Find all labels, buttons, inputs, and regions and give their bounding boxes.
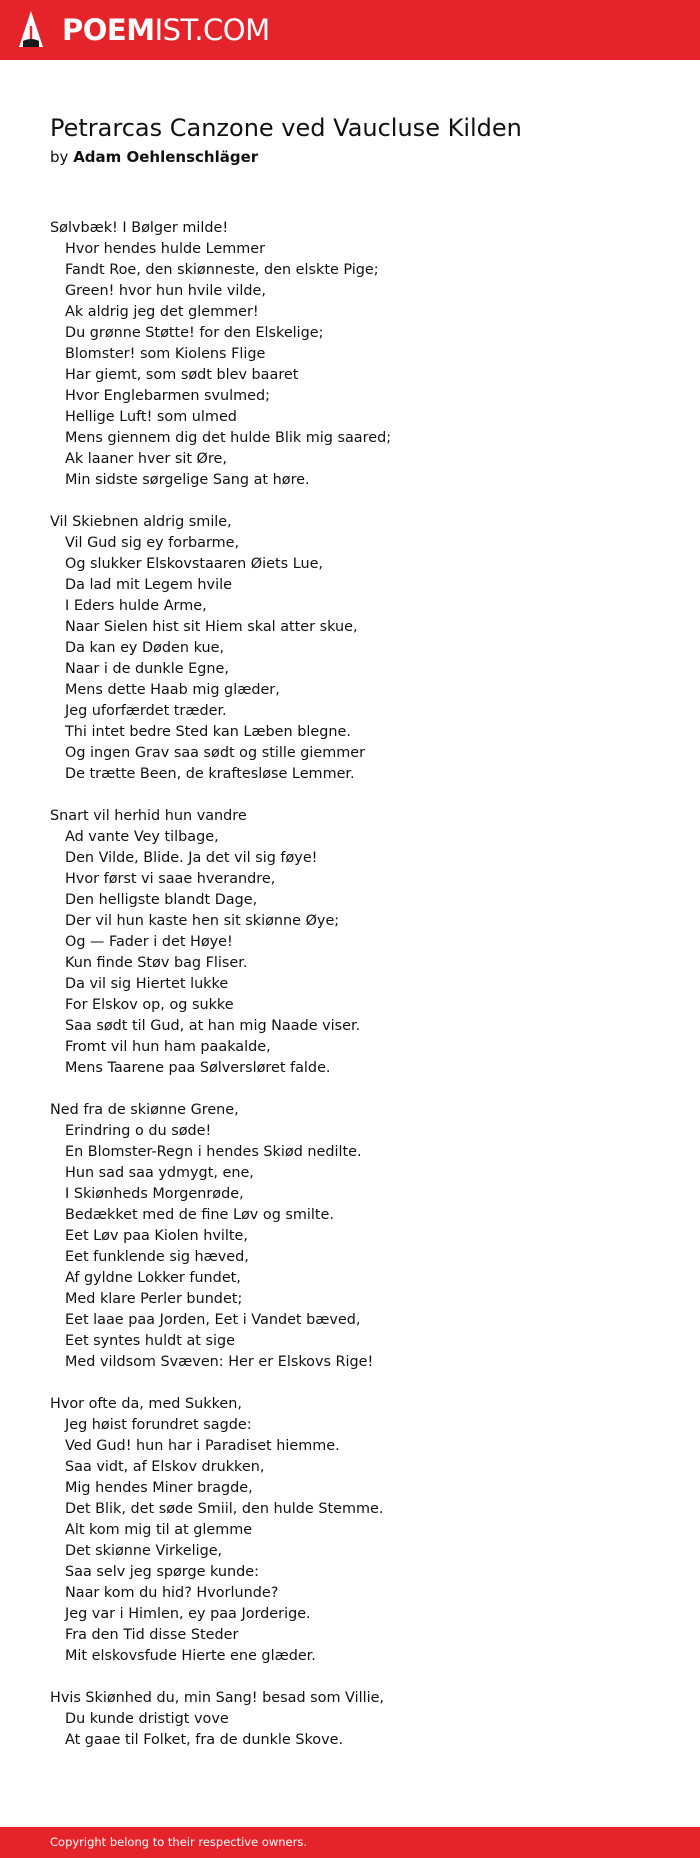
poem-line: Eet Løv paa Kiolen hvilte, [65, 1228, 248, 1244]
poem-line: Eet funklende sig hæved, [65, 1249, 249, 1265]
poem-line: Vil Skiebnen aldrig smile, [50, 514, 232, 530]
poem-line: Snart vil herhid hun vandre [50, 808, 247, 824]
poem-line: Thi intet bedre Sted kan Læben blegne. [65, 724, 351, 740]
poem-line: Hvor ofte da, med Sukken, [50, 1396, 242, 1412]
poem-line: Bedækket med de fine Løv og smilte. [65, 1207, 334, 1223]
byline-prefix: by [50, 148, 69, 166]
poem-line: I Skiønheds Morgenrøde, [65, 1186, 244, 1202]
poem-line: Vil Gud sig ey forbarme, [65, 535, 240, 551]
poem-line: Hvis Skiønhed du, min Sang! besad som Villie, [50, 1690, 385, 1706]
poem-line: Af gyldne Lokker fundet, [65, 1270, 241, 1286]
poem-line: Hvor Englebarmen svulmed; [65, 388, 271, 404]
poem-line: Naar kom du hid? Hvorlunde? [65, 1585, 279, 1601]
poem-line: Med vildsom Svæven: Her er Elskovs Rige! [65, 1354, 374, 1370]
pen-nib-icon [18, 10, 44, 50]
poem-line: Fra den Tid disse Steder [65, 1627, 239, 1643]
poem-line: I Eders hulde Arme, [65, 598, 207, 614]
poem-body [50, 218, 670, 1772]
site-header [0, 0, 700, 60]
poem-line: Eet laae paa Jorden, Eet i Vandet bæved, [65, 1312, 361, 1328]
poem-line: Min sidste sørgelige Sang at høre. [65, 472, 310, 488]
poem-line: Naar Sielen hist sit Hiem skal atter skue, [65, 619, 358, 635]
poem-line: Jeg høist forundret sagde: [65, 1417, 252, 1433]
poem-line: Den helligste blandt Dage, [65, 892, 258, 908]
site-logo-text [62, 10, 270, 50]
poem-line: Hellige Luft! som ulmed [65, 409, 237, 425]
poem-line: Mit elskovsfude Hierte ene glæder. [65, 1648, 316, 1664]
poem-line: Saa vidt, af Elskov drukken, [65, 1459, 265, 1475]
poem-stanza [50, 218, 670, 491]
logo-light-text: IST.COM [154, 13, 270, 47]
poem-stanza [50, 1100, 670, 1373]
poem-line: Saa sødt til Gud, at han mig Naade viser. [65, 1018, 361, 1034]
poem-stanza [50, 1394, 670, 1667]
poem-line: Ad vante Vey tilbage, [65, 829, 219, 845]
poem-line: Fandt Roe, den skiønneste, den elskte Pige; [65, 262, 379, 278]
poem-line: Da lad mit Legem hvile [65, 577, 232, 593]
poem-title: Petrarcas Canzone ved Vaucluse Kilden [50, 114, 522, 142]
poem-line: Det Blik, det søde Smiil, den hulde Stemme. [65, 1501, 384, 1517]
poem-line: Jeg var i Himlen, ey paa Jorderige. [65, 1606, 311, 1622]
poem-line: Saa selv jeg spørge kunde: [65, 1564, 259, 1580]
poem-line: Eet syntes huldt at sige [65, 1333, 235, 1349]
poem-line: Og — Fader i det Høye! [65, 934, 233, 950]
poem-line: Og ingen Grav saa sødt og stille giemmer [65, 745, 366, 761]
poem-line: Der vil hun kaste hen sit skiønne Øye; [65, 913, 340, 929]
site-footer [0, 1827, 700, 1858]
poem-author[interactable]: Adam Oehlenschläger [73, 148, 259, 166]
poem-line: Du kunde dristigt vove [65, 1711, 229, 1727]
copyright-text: Copyright belong to their respective owners. [50, 1835, 308, 1849]
poem-line: At gaae til Folket, fra de dunkle Skove. [65, 1732, 344, 1748]
poem-line: Green! hvor hun hvile vilde, [65, 283, 266, 299]
poem-line: Mens giennem dig det hulde Blik mig saared; [65, 430, 392, 446]
poem-line: Ned fra de skiønne Grene, [50, 1102, 239, 1118]
poem-line: Mens dette Haab mig glæder, [65, 682, 280, 698]
site-logo[interactable] [18, 10, 270, 50]
poem-line: Ved Gud! hun har i Paradiset hiemme. [65, 1438, 340, 1454]
poem-line: Og slukker Elskovstaaren Øiets Lue, [65, 556, 324, 572]
poem-line: Erindring o du søde! [65, 1123, 212, 1139]
poem-line: Sølvbæk! I Bølger milde! [50, 220, 229, 236]
poem-line: Den Vilde, Blide. Ja det vil sig føye! [65, 850, 318, 866]
poem-line: Naar i de dunkle Egne, [65, 661, 229, 677]
poem-line: Med klare Perler bundet; [65, 1291, 243, 1307]
poem-line: Alt kom mig til at glemme [65, 1522, 253, 1538]
poem-line: En Blomster-Regn i hendes Skiød nedilte. [65, 1144, 362, 1160]
poem-line: Jeg uforfærdet træder. [65, 703, 227, 719]
poem-line: Fromt vil hun ham paakalde, [65, 1039, 271, 1055]
poem-line: For Elskov op, og sukke [65, 997, 234, 1013]
poem-line: Har giemt, som sødt blev baaret [65, 367, 299, 383]
poem-stanza [50, 1688, 670, 1751]
poem-line: Mens Taarene paa Sølversløret falde. [65, 1060, 331, 1076]
poem-byline [50, 148, 258, 166]
poem-line: Da vil sig Hiertet lukke [65, 976, 229, 992]
poem-line: Blomster! som Kiolens Flige [65, 346, 266, 362]
logo-bold-text: POEM [62, 13, 155, 47]
poem-line: Mig hendes Miner bragde, [65, 1480, 253, 1496]
poem-line: Da kan ey Døden kue, [65, 640, 225, 656]
poem-line: Du grønne Støtte! for den Elskelige; [65, 325, 324, 341]
poem-stanza [50, 806, 670, 1079]
poem-line: De trætte Been, de kraftesløse Lemmer. [65, 766, 355, 782]
poem-line: Det skiønne Virkelige, [65, 1543, 223, 1559]
poem-line: Hvor hendes hulde Lemmer [65, 241, 266, 257]
poem-stanza [50, 512, 670, 785]
poem-line: Ak laaner hver sit Øre, [65, 451, 227, 467]
poem-line: Ak aldrig jeg det glemmer! [65, 304, 259, 320]
poem-line: Hun sad saa ydmygt, ene, [65, 1165, 254, 1181]
poem-line: Kun finde Støv bag Fliser. [65, 955, 248, 971]
poem-line: Hvor først vi saae hverandre, [65, 871, 276, 887]
